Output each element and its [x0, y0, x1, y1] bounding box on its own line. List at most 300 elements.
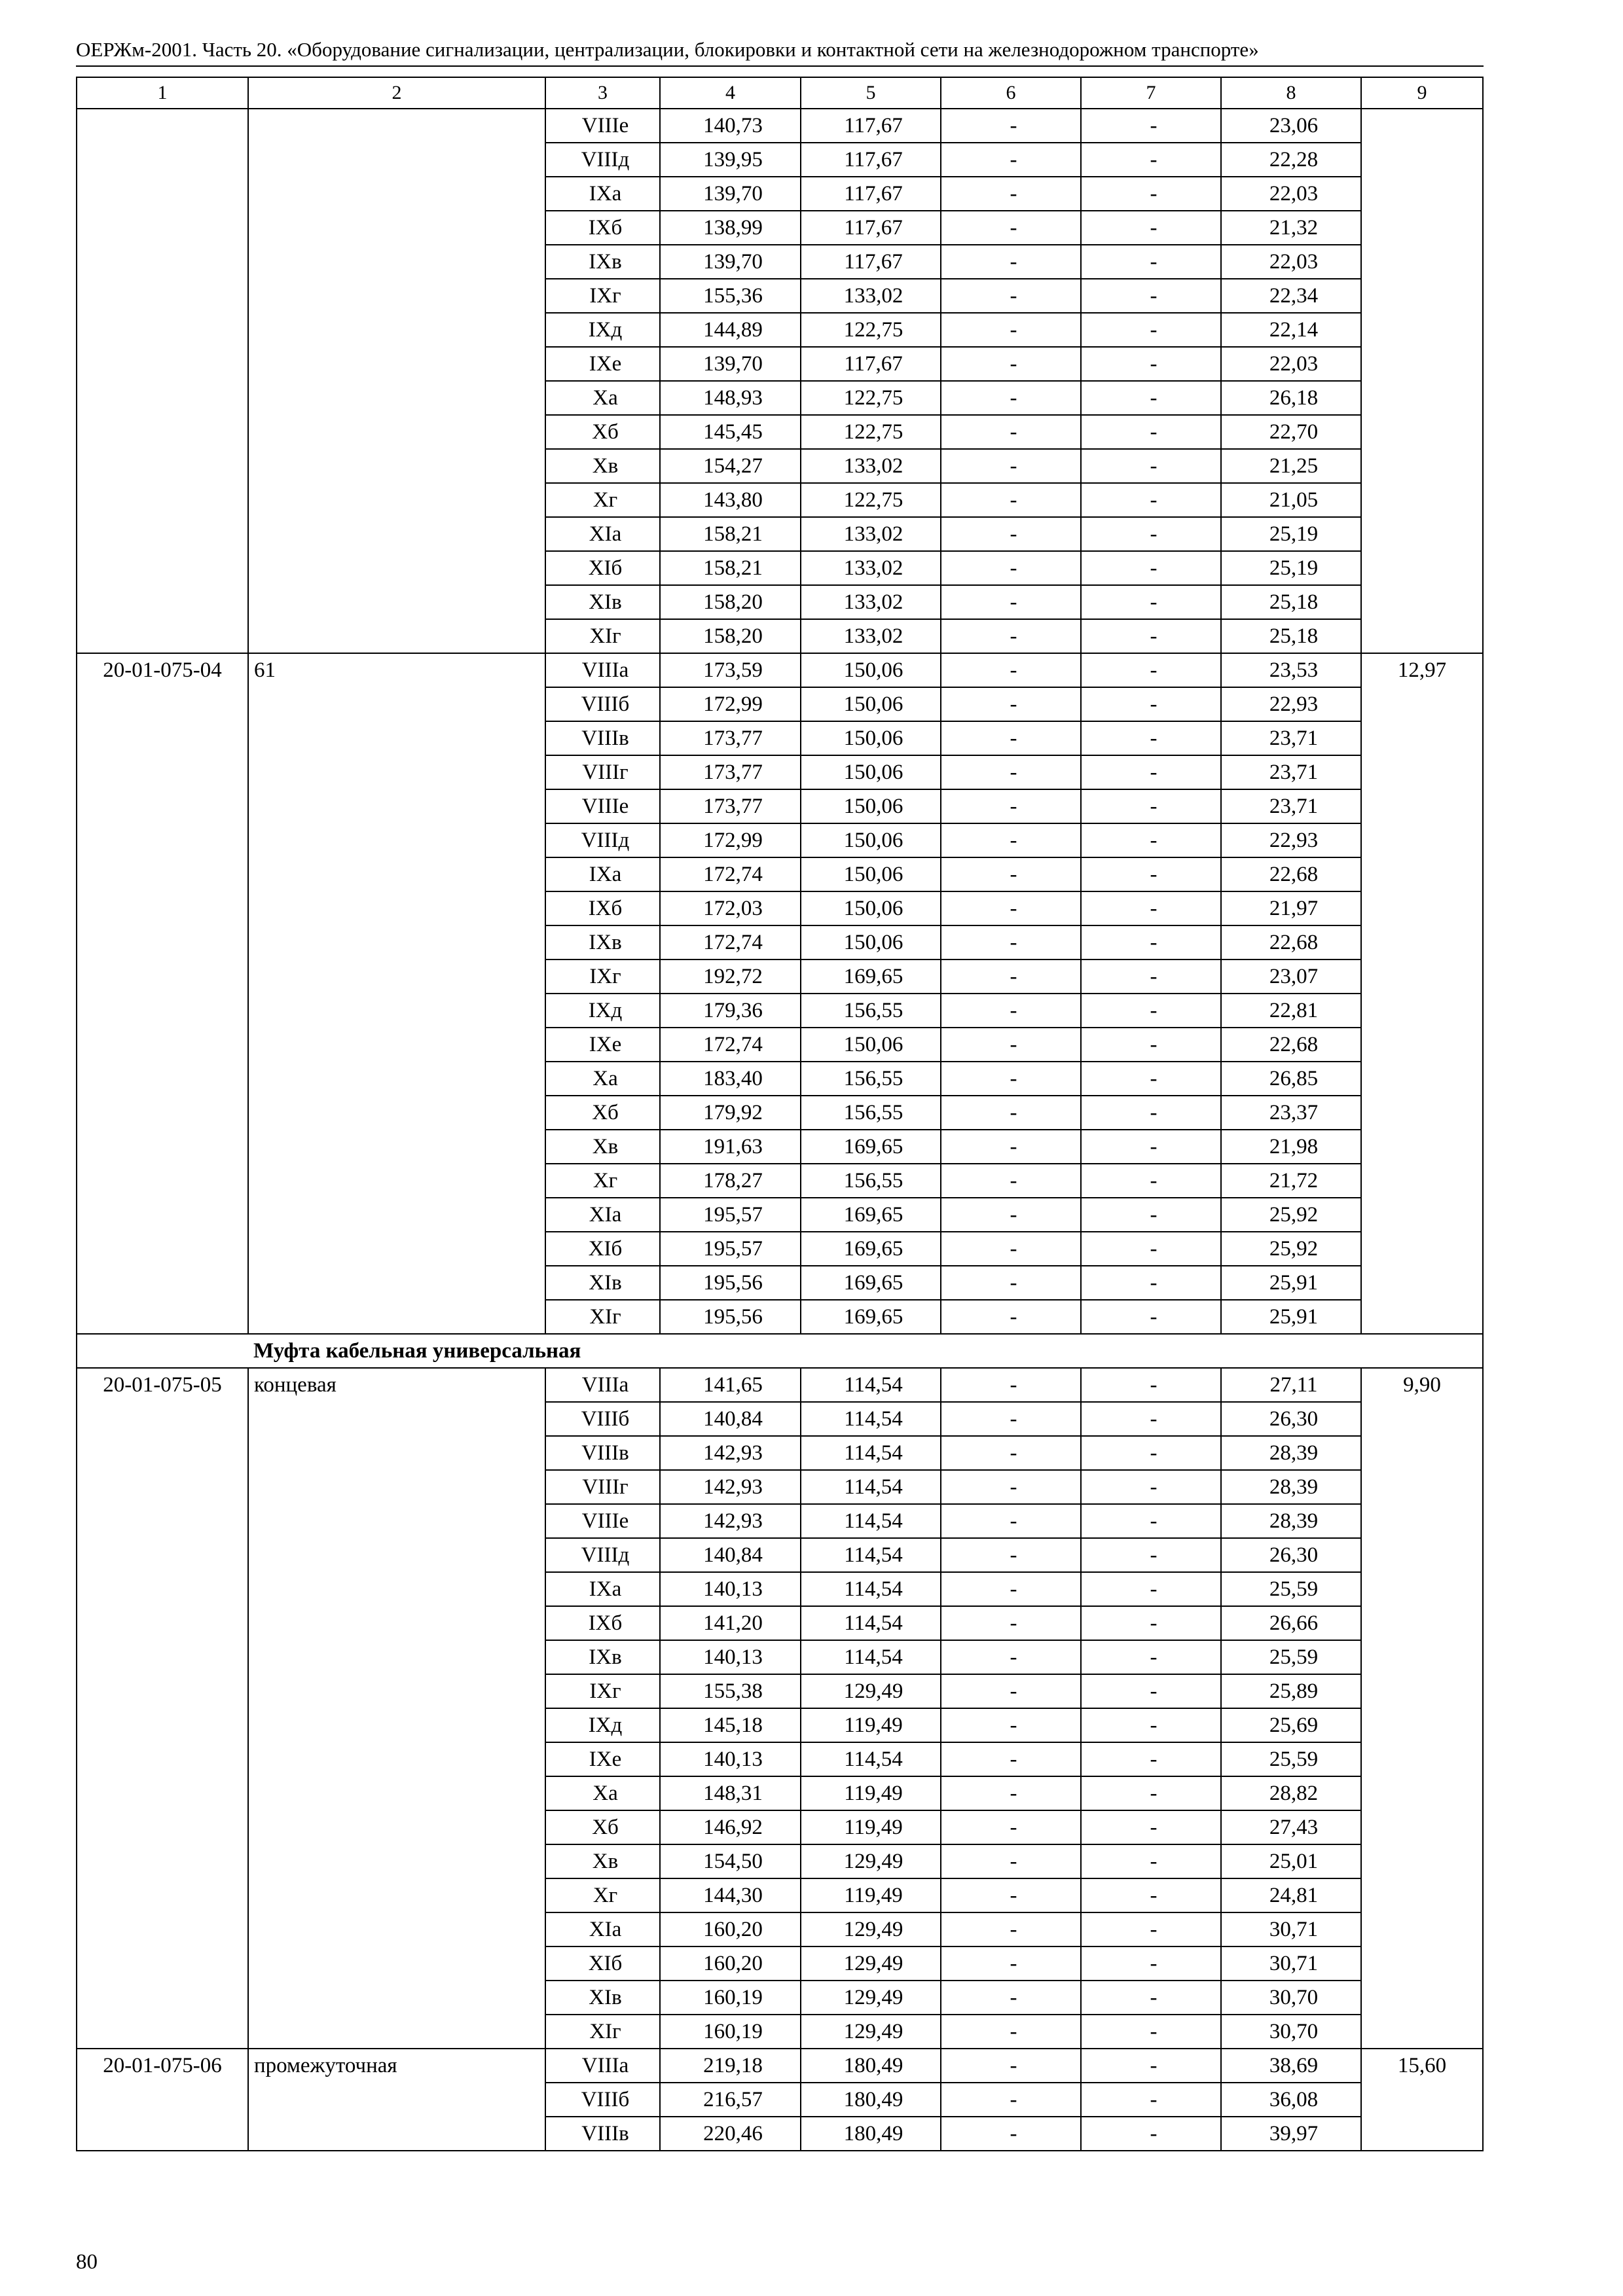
- cell: 140,13: [660, 1742, 801, 1776]
- cell: 114,54: [801, 1504, 941, 1538]
- cell: 21,25: [1221, 449, 1361, 483]
- cell: 180,49: [801, 2083, 941, 2117]
- table-row: [77, 2049, 1483, 2083]
- cell: -: [1081, 551, 1221, 585]
- cell: -: [1081, 1742, 1221, 1776]
- cell: 30,70: [1221, 2015, 1361, 2049]
- cell: IXд: [545, 313, 660, 347]
- section-row: [77, 1334, 1483, 1368]
- cell: -: [941, 925, 1081, 960]
- cell: IXа: [545, 177, 660, 211]
- cell: 179,36: [660, 994, 801, 1028]
- cell: 138,99: [660, 211, 801, 245]
- column-number: 8: [1221, 77, 1361, 109]
- cell: 119,49: [801, 1878, 941, 1912]
- cell: Xг: [545, 1878, 660, 1912]
- cell: 23,07: [1221, 960, 1361, 994]
- cell: IXг: [545, 960, 660, 994]
- cell: -: [941, 279, 1081, 313]
- cell: 114,54: [801, 1742, 941, 1776]
- cell: 150,06: [801, 755, 941, 789]
- cell: -: [1081, 857, 1221, 891]
- cell: 180,49: [801, 2117, 941, 2151]
- cell: IXв: [545, 925, 660, 960]
- cell: 154,27: [660, 449, 801, 483]
- cell: -: [1081, 449, 1221, 483]
- cell: VIIIв: [545, 1436, 660, 1470]
- cell: 150,06: [801, 925, 941, 960]
- cell: -: [1081, 1946, 1221, 1981]
- cell: 25,59: [1221, 1742, 1361, 1776]
- cell: -: [941, 1776, 1081, 1810]
- cell: -: [941, 857, 1081, 891]
- rates-table: [76, 77, 1484, 2151]
- cell: -: [941, 211, 1081, 245]
- table-row: [77, 109, 1483, 143]
- column-number: 9: [1361, 77, 1483, 109]
- cell: IXв: [545, 1640, 660, 1674]
- cell: 216,57: [660, 2083, 801, 2117]
- cell: -: [941, 1946, 1081, 1981]
- cell: -: [1081, 1640, 1221, 1674]
- cell: 22,81: [1221, 994, 1361, 1028]
- cell: VIIIа: [545, 653, 660, 687]
- cell: 25,19: [1221, 551, 1361, 585]
- cell: 22,28: [1221, 143, 1361, 177]
- cell: -: [941, 1504, 1081, 1538]
- cell: IXа: [545, 1572, 660, 1606]
- cell: XIб: [545, 1232, 660, 1266]
- cell: 150,06: [801, 721, 941, 755]
- cell: XIв: [545, 1266, 660, 1300]
- cell: -: [1081, 585, 1221, 619]
- cell: 143,80: [660, 483, 801, 517]
- cell: -: [941, 1198, 1081, 1232]
- cell: -: [1081, 1878, 1221, 1912]
- cell: 129,49: [801, 2015, 941, 2049]
- cell: XIв: [545, 585, 660, 619]
- cell: 191,63: [660, 1130, 801, 1164]
- cell: 169,65: [801, 1198, 941, 1232]
- cell: -: [1081, 313, 1221, 347]
- cell: -: [1081, 2117, 1221, 2151]
- cell: 160,19: [660, 2015, 801, 2049]
- cell: -: [1081, 653, 1221, 687]
- cell: XIг: [545, 2015, 660, 2049]
- cell: 25,18: [1221, 585, 1361, 619]
- section-title: Муфта кабельная универсальная: [248, 1334, 1483, 1368]
- cell: 21,97: [1221, 891, 1361, 925]
- cell: -: [1081, 1844, 1221, 1878]
- cell: 133,02: [801, 619, 941, 653]
- column-number-row: [77, 77, 1483, 109]
- cell: 25,59: [1221, 1640, 1361, 1674]
- cell: -: [941, 891, 1081, 925]
- cell: IXг: [545, 1674, 660, 1708]
- cell: XIв: [545, 1981, 660, 2015]
- cell: -: [941, 143, 1081, 177]
- cell: -: [1081, 347, 1221, 381]
- cell: 141,65: [660, 1368, 801, 1402]
- cell: 114,54: [801, 1470, 941, 1504]
- cell: -: [1081, 2015, 1221, 2049]
- cell: 26,85: [1221, 1062, 1361, 1096]
- cell: -: [941, 517, 1081, 551]
- cell: -: [1081, 1572, 1221, 1606]
- cell: -: [941, 721, 1081, 755]
- cell: 150,06: [801, 857, 941, 891]
- cell: -: [1081, 925, 1221, 960]
- cell: IXд: [545, 994, 660, 1028]
- cell: 195,57: [660, 1198, 801, 1232]
- cell: -: [941, 483, 1081, 517]
- cell: 169,65: [801, 1300, 941, 1334]
- cell: 23,53: [1221, 653, 1361, 687]
- cell: -: [941, 2049, 1081, 2083]
- cell: -: [941, 2117, 1081, 2151]
- cell: 22,68: [1221, 925, 1361, 960]
- cell: -: [941, 2083, 1081, 2117]
- cell: 114,54: [801, 1368, 941, 1402]
- cell: 183,40: [660, 1062, 801, 1096]
- cell: Xв: [545, 1130, 660, 1164]
- cell: 150,06: [801, 653, 941, 687]
- cell: 22,68: [1221, 1028, 1361, 1062]
- cell: 150,06: [801, 789, 941, 823]
- cell: 122,75: [801, 381, 941, 415]
- cell: IXб: [545, 211, 660, 245]
- cell: -: [1081, 381, 1221, 415]
- cell: -: [941, 381, 1081, 415]
- cell: 114,54: [801, 1538, 941, 1572]
- cell: Xв: [545, 1844, 660, 1878]
- cell: -: [1081, 1198, 1221, 1232]
- cell: 119,49: [801, 1810, 941, 1844]
- cell: -: [941, 789, 1081, 823]
- cell: -: [1081, 1538, 1221, 1572]
- item-code: 20-01-075-04: [77, 653, 248, 1334]
- cell: 142,93: [660, 1470, 801, 1504]
- column-number: 5: [801, 77, 941, 109]
- cell: 145,18: [660, 1708, 801, 1742]
- cell: 117,67: [801, 109, 941, 143]
- cell: -: [941, 1028, 1081, 1062]
- cell: -: [1081, 1300, 1221, 1334]
- cell: 21,98: [1221, 1130, 1361, 1164]
- cell: 133,02: [801, 449, 941, 483]
- cell: VIIIб: [545, 2083, 660, 2117]
- cell: 129,49: [801, 1912, 941, 1946]
- cell: -: [941, 449, 1081, 483]
- cell: IXд: [545, 1708, 660, 1742]
- cell: -: [941, 177, 1081, 211]
- cell: 129,49: [801, 1946, 941, 1981]
- cell: -: [1081, 517, 1221, 551]
- cell: 117,67: [801, 347, 941, 381]
- cell: -: [941, 653, 1081, 687]
- item-weight: 9,90: [1361, 1368, 1483, 2049]
- cell: -: [1081, 245, 1221, 279]
- cell: 144,89: [660, 313, 801, 347]
- cell: 146,92: [660, 1810, 801, 1844]
- cell: -: [941, 109, 1081, 143]
- cell: 21,32: [1221, 211, 1361, 245]
- cell: XIг: [545, 1300, 660, 1334]
- cell: 21,05: [1221, 483, 1361, 517]
- cell: 195,57: [660, 1232, 801, 1266]
- cell: 156,55: [801, 1062, 941, 1096]
- cell: -: [941, 1266, 1081, 1300]
- cell: -: [941, 1232, 1081, 1266]
- cell: 169,65: [801, 960, 941, 994]
- cell: -: [1081, 109, 1221, 143]
- column-number: 4: [660, 77, 801, 109]
- cell: 158,21: [660, 517, 801, 551]
- cell: 169,65: [801, 1232, 941, 1266]
- cell: 173,77: [660, 755, 801, 789]
- cell: -: [1081, 721, 1221, 755]
- cell: IXе: [545, 1028, 660, 1062]
- cell: 154,50: [660, 1844, 801, 1878]
- cell: 139,70: [660, 177, 801, 211]
- cell: -: [941, 1470, 1081, 1504]
- cell: 23,71: [1221, 755, 1361, 789]
- item-code: [77, 109, 248, 653]
- cell: -: [941, 1538, 1081, 1572]
- cell: 25,69: [1221, 1708, 1361, 1742]
- cell: 22,34: [1221, 279, 1361, 313]
- cell: VIIIе: [545, 789, 660, 823]
- cell: -: [941, 585, 1081, 619]
- cell: -: [1081, 619, 1221, 653]
- cell: 133,02: [801, 551, 941, 585]
- cell: 36,08: [1221, 2083, 1361, 2117]
- cell: -: [941, 755, 1081, 789]
- cell: 180,49: [801, 2049, 941, 2083]
- cell: 28,39: [1221, 1470, 1361, 1504]
- cell: -: [941, 1844, 1081, 1878]
- cell: VIIIд: [545, 1538, 660, 1572]
- cell: 122,75: [801, 483, 941, 517]
- cell: -: [941, 415, 1081, 449]
- cell: VIIIб: [545, 687, 660, 721]
- item-code: 20-01-075-05: [77, 1368, 248, 2049]
- column-number: 2: [248, 77, 545, 109]
- cell: 139,70: [660, 245, 801, 279]
- cell: -: [941, 1912, 1081, 1946]
- cell: 23,71: [1221, 789, 1361, 823]
- cell: 117,67: [801, 143, 941, 177]
- header-rule: [76, 65, 1484, 67]
- cell: 30,71: [1221, 1946, 1361, 1981]
- cell: 158,20: [660, 585, 801, 619]
- cell: 26,30: [1221, 1402, 1361, 1436]
- cell: -: [1081, 1096, 1221, 1130]
- cell: VIIIг: [545, 755, 660, 789]
- cell: 133,02: [801, 585, 941, 619]
- cell: 169,65: [801, 1266, 941, 1300]
- cell: 22,03: [1221, 245, 1361, 279]
- cell: -: [1081, 1402, 1221, 1436]
- cell: -: [941, 994, 1081, 1028]
- cell: XIб: [545, 1946, 660, 1981]
- cell: -: [941, 1436, 1081, 1470]
- cell: 178,27: [660, 1164, 801, 1198]
- cell: -: [941, 1606, 1081, 1640]
- cell: -: [941, 619, 1081, 653]
- cell: 28,82: [1221, 1776, 1361, 1810]
- cell: 27,43: [1221, 1810, 1361, 1844]
- cell: -: [1081, 211, 1221, 245]
- cell: -: [941, 551, 1081, 585]
- cell: Xа: [545, 381, 660, 415]
- cell: 139,70: [660, 347, 801, 381]
- cell: -: [941, 687, 1081, 721]
- cell: -: [941, 2015, 1081, 2049]
- cell: -: [1081, 1164, 1221, 1198]
- cell: -: [941, 1708, 1081, 1742]
- cell: 195,56: [660, 1266, 801, 1300]
- section-spacer: [77, 1334, 248, 1368]
- cell: -: [1081, 1232, 1221, 1266]
- cell: 172,99: [660, 687, 801, 721]
- cell: -: [941, 1096, 1081, 1130]
- page-number: 80: [76, 2250, 98, 2274]
- cell: 25,91: [1221, 1266, 1361, 1300]
- column-number: 3: [545, 77, 660, 109]
- cell: -: [941, 1062, 1081, 1096]
- cell: 172,03: [660, 891, 801, 925]
- cell: 192,72: [660, 960, 801, 994]
- cell: 114,54: [801, 1606, 941, 1640]
- cell: 25,18: [1221, 619, 1361, 653]
- cell: -: [1081, 415, 1221, 449]
- cell: Xб: [545, 1810, 660, 1844]
- cell: -: [941, 1878, 1081, 1912]
- cell: -: [1081, 687, 1221, 721]
- table-row: [77, 653, 1483, 687]
- cell: -: [1081, 1368, 1221, 1402]
- cell: VIIIв: [545, 721, 660, 755]
- cell: -: [941, 313, 1081, 347]
- cell: -: [1081, 1504, 1221, 1538]
- cell: 26,30: [1221, 1538, 1361, 1572]
- cell: 25,92: [1221, 1198, 1361, 1232]
- cell: -: [1081, 1266, 1221, 1300]
- item-name: концевая: [248, 1368, 545, 2049]
- cell: VIIIа: [545, 1368, 660, 1402]
- cell: Xа: [545, 1776, 660, 1810]
- cell: -: [941, 1164, 1081, 1198]
- cell: IXг: [545, 279, 660, 313]
- cell: -: [941, 347, 1081, 381]
- cell: -: [1081, 755, 1221, 789]
- item-name: промежуточная: [248, 2049, 545, 2151]
- item-weight: 12,97: [1361, 653, 1483, 1334]
- cell: -: [1081, 1436, 1221, 1470]
- table-row: [77, 1368, 1483, 1402]
- cell: 22,03: [1221, 347, 1361, 381]
- cell: Xб: [545, 1096, 660, 1130]
- cell: -: [1081, 2083, 1221, 2117]
- cell: VIIIг: [545, 1470, 660, 1504]
- cell: 23,71: [1221, 721, 1361, 755]
- cell: -: [1081, 1062, 1221, 1096]
- cell: 160,19: [660, 1981, 801, 2015]
- page-header: ОЕРЖм-2001. Часть 20. «Оборудование сигнализации, централизации, блокировки и контактной сети на железнодорожном транспорте»: [76, 38, 1259, 61]
- cell: -: [1081, 1810, 1221, 1844]
- cell: 117,67: [801, 211, 941, 245]
- cell: 114,54: [801, 1572, 941, 1606]
- cell: Xг: [545, 1164, 660, 1198]
- cell: 28,39: [1221, 1504, 1361, 1538]
- cell: 158,21: [660, 551, 801, 585]
- cell: 156,55: [801, 1164, 941, 1198]
- cell: 30,71: [1221, 1912, 1361, 1946]
- cell: 139,95: [660, 143, 801, 177]
- cell: IXв: [545, 245, 660, 279]
- cell: VIIIд: [545, 823, 660, 857]
- cell: 117,67: [801, 245, 941, 279]
- cell: 114,54: [801, 1436, 941, 1470]
- cell: -: [941, 1981, 1081, 2015]
- cell: XIа: [545, 1198, 660, 1232]
- cell: -: [1081, 1708, 1221, 1742]
- cell: -: [1081, 1674, 1221, 1708]
- cell: 119,49: [801, 1776, 941, 1810]
- cell: 25,59: [1221, 1572, 1361, 1606]
- cell: 156,55: [801, 1096, 941, 1130]
- item-name: 61: [248, 653, 545, 1334]
- cell: -: [1081, 1130, 1221, 1164]
- cell: 140,84: [660, 1402, 801, 1436]
- cell: -: [941, 1130, 1081, 1164]
- cell: -: [941, 1674, 1081, 1708]
- cell: 155,36: [660, 279, 801, 313]
- cell: 25,89: [1221, 1674, 1361, 1708]
- cell: -: [941, 823, 1081, 857]
- cell: 21,72: [1221, 1164, 1361, 1198]
- column-number: 6: [941, 77, 1081, 109]
- cell: 38,69: [1221, 2049, 1361, 2083]
- cell: 142,93: [660, 1504, 801, 1538]
- item-weight: 15,60: [1361, 2049, 1483, 2151]
- cell: -: [941, 1300, 1081, 1334]
- cell: 150,06: [801, 823, 941, 857]
- cell: 150,06: [801, 687, 941, 721]
- cell: -: [941, 245, 1081, 279]
- cell: 22,93: [1221, 687, 1361, 721]
- cell: XIб: [545, 551, 660, 585]
- cell: IXе: [545, 347, 660, 381]
- cell: 172,99: [660, 823, 801, 857]
- cell: IXа: [545, 857, 660, 891]
- cell: 133,02: [801, 517, 941, 551]
- cell: -: [1081, 994, 1221, 1028]
- cell: 158,20: [660, 619, 801, 653]
- cell: -: [941, 1572, 1081, 1606]
- cell: 22,70: [1221, 415, 1361, 449]
- cell: VIIIа: [545, 2049, 660, 2083]
- cell: XIа: [545, 517, 660, 551]
- cell: -: [1081, 1606, 1221, 1640]
- cell: 148,31: [660, 1776, 801, 1810]
- cell: 22,14: [1221, 313, 1361, 347]
- cell: 22,03: [1221, 177, 1361, 211]
- cell: 26,66: [1221, 1606, 1361, 1640]
- cell: 150,06: [801, 891, 941, 925]
- cell: -: [1081, 279, 1221, 313]
